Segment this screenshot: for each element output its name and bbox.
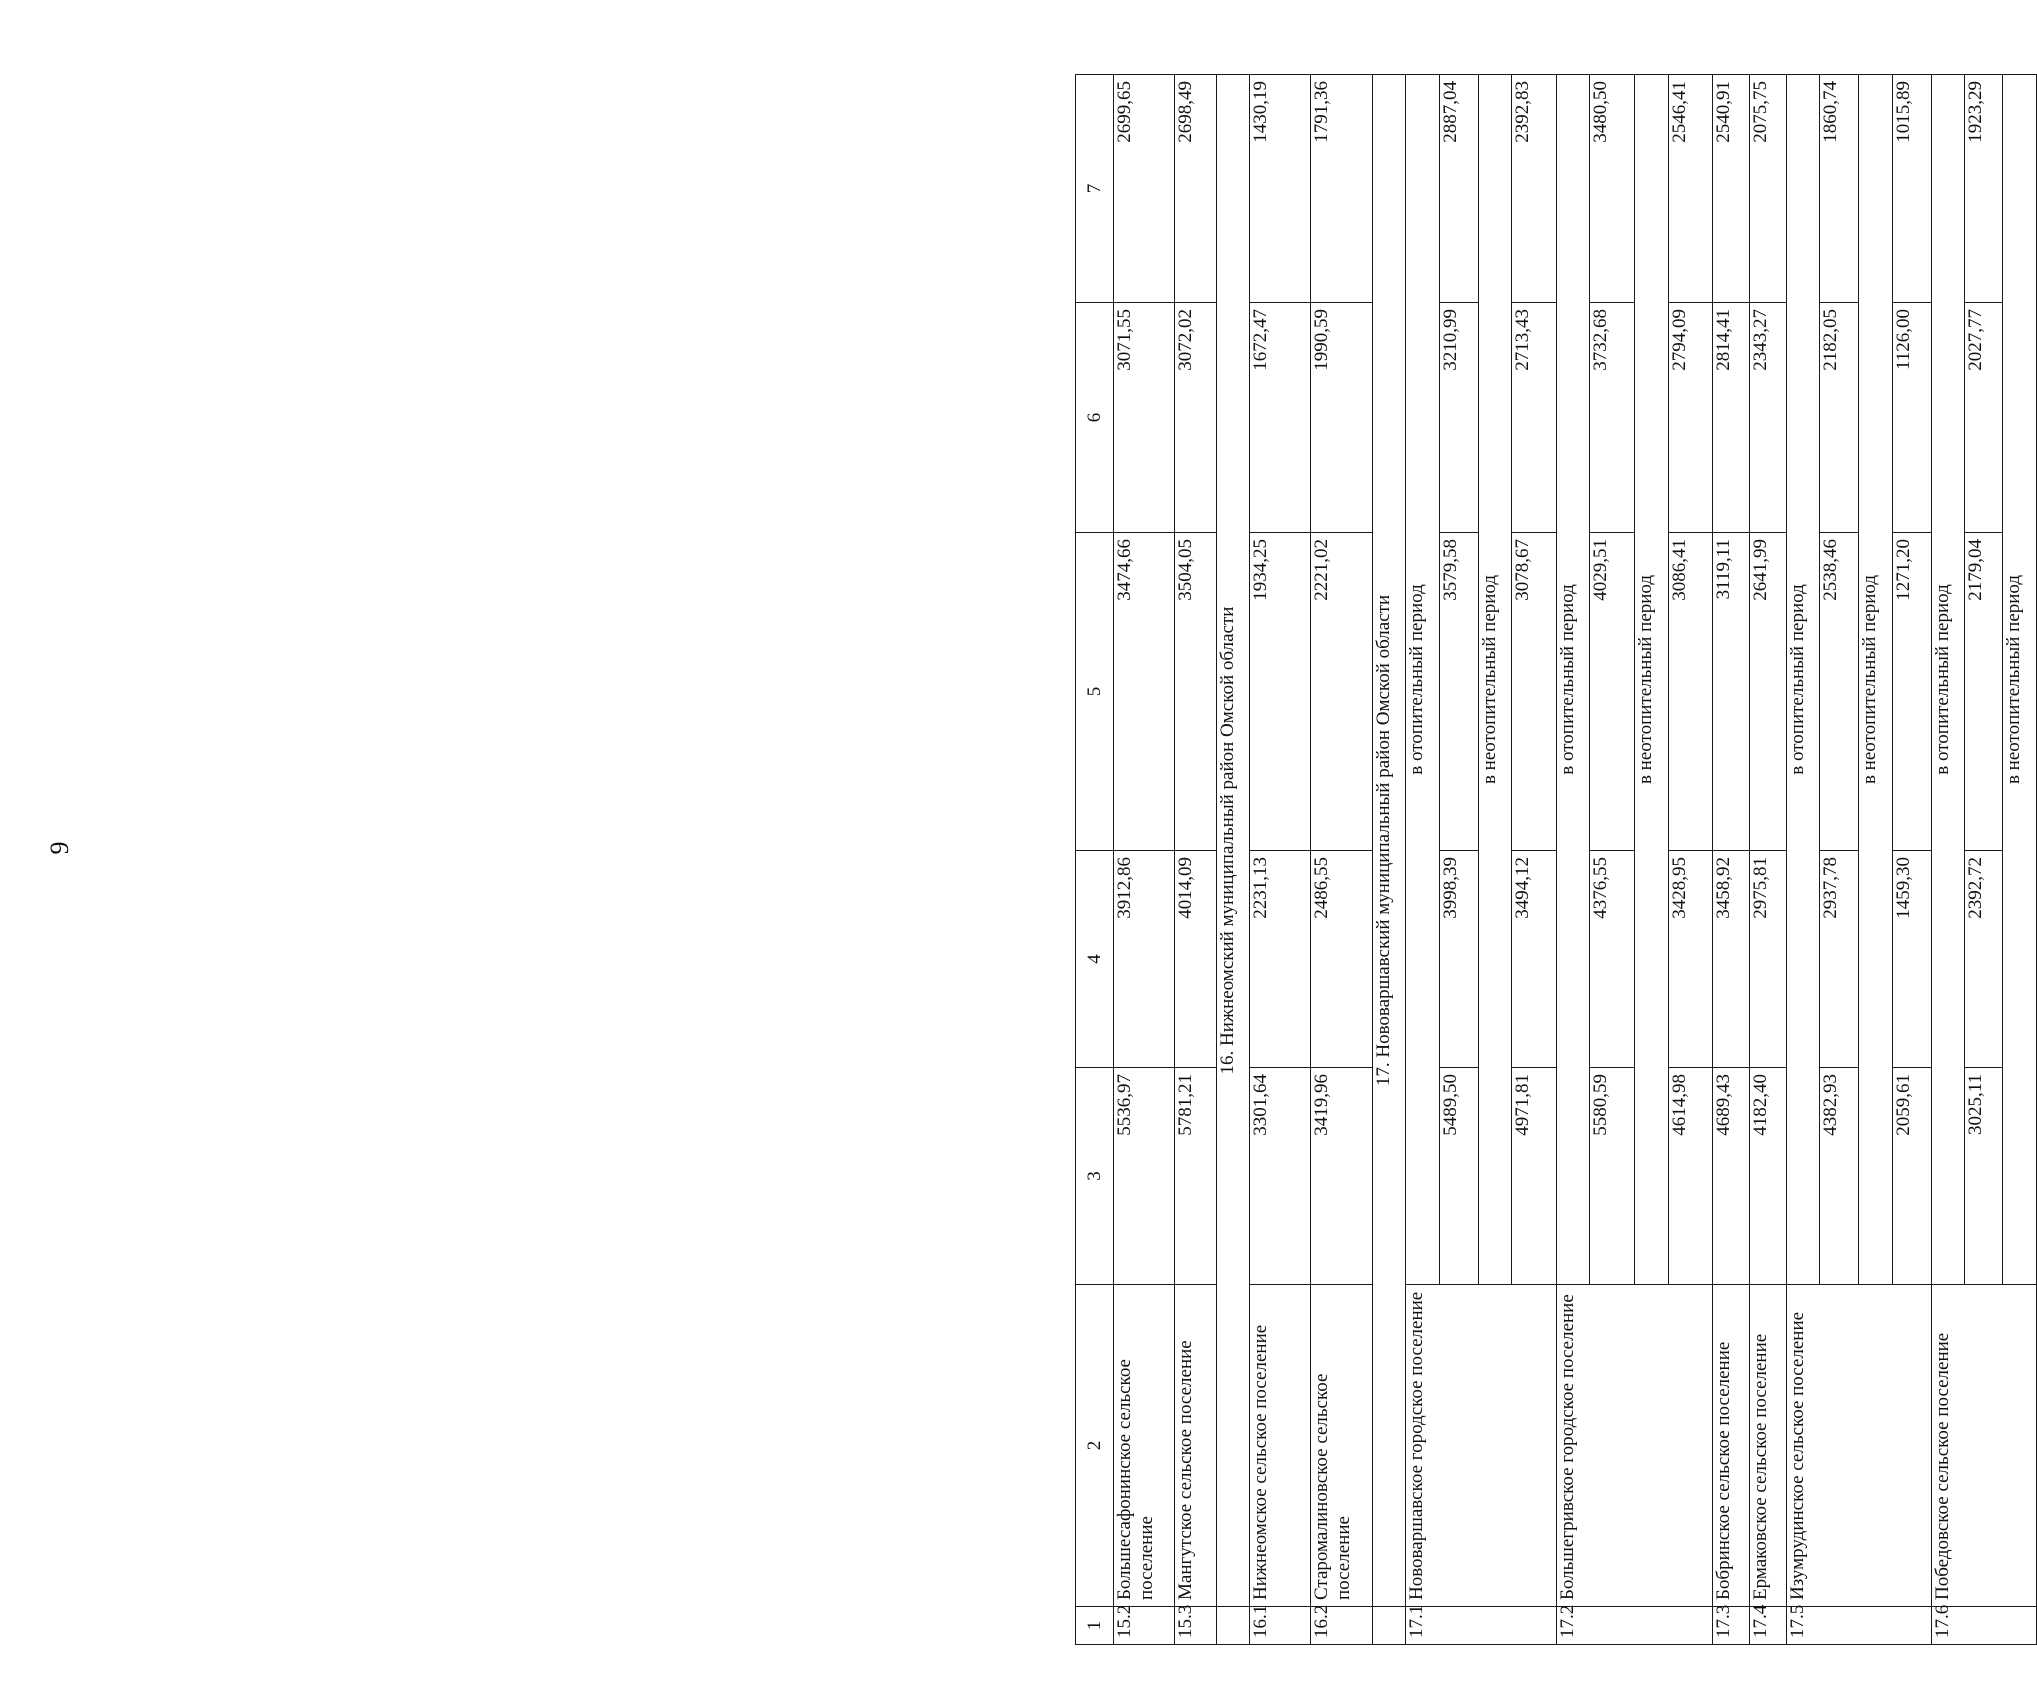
value-col-3: 4971,81 bbox=[1512, 1068, 1557, 1285]
header-cell-1: 1 bbox=[1076, 1607, 1114, 1645]
value-col-4: 3998,39 bbox=[1439, 851, 1478, 1068]
value-col-5: 2641,99 bbox=[1749, 533, 1786, 851]
value-col-6: 3732,68 bbox=[1590, 303, 1635, 533]
settlement-name: Большегривское городское поселение bbox=[1556, 1285, 1712, 1607]
period-label: в отопительный период bbox=[1556, 75, 1589, 1285]
value-col-6: 2794,09 bbox=[1668, 303, 1713, 533]
value-col-3: 4614,98 bbox=[1668, 1068, 1713, 1285]
value-col-6: 2027,77 bbox=[1965, 303, 2003, 533]
period-label: в неотопительный период bbox=[1859, 75, 1892, 1285]
tariff-table bbox=[1075, 74, 2037, 1645]
tariff-table-rotated bbox=[1075, 75, 2037, 1645]
header-cell-7: 7 bbox=[1076, 75, 1114, 303]
value-col-4: 2486,55 bbox=[1311, 851, 1372, 1068]
period-label: в неотопительный период bbox=[1635, 75, 1668, 1285]
header-row bbox=[1076, 75, 1114, 1645]
value-col-4: 3428,95 bbox=[1668, 851, 1713, 1068]
value-col-6: 2713,43 bbox=[1512, 303, 1557, 533]
row-number: 16.2 bbox=[1311, 1607, 1372, 1645]
value-col-5: 1271,20 bbox=[1892, 533, 1931, 851]
value-col-3: 3025,11 bbox=[1965, 1068, 2003, 1285]
table-row bbox=[1749, 75, 1786, 1645]
value-col-6: 1126,00 bbox=[1892, 303, 1931, 533]
value-col-7: 2887,04 bbox=[1439, 75, 1478, 303]
value-col-3: 5580,59 bbox=[1590, 1068, 1635, 1285]
value-col-4: 4376,55 bbox=[1590, 851, 1635, 1068]
value-col-7: 2392,83 bbox=[1512, 75, 1557, 303]
settlement-name: Победовское сельское поселение bbox=[1931, 1285, 2036, 1607]
value-col-5: 4029,51 bbox=[1590, 533, 1635, 851]
value-col-7: 1430,19 bbox=[1250, 75, 1311, 303]
value-col-4: 3494,12 bbox=[1512, 851, 1557, 1068]
value-col-4: 3458,92 bbox=[1713, 851, 1750, 1068]
value-col-3: 2059,61 bbox=[1892, 1068, 1931, 1285]
settlement-name: Изумрудинское сельское поселение bbox=[1786, 1285, 1931, 1607]
value-col-3: 4382,93 bbox=[1820, 1068, 1859, 1285]
value-col-5: 3579,58 bbox=[1439, 533, 1478, 851]
value-col-4: 3912,86 bbox=[1113, 851, 1174, 1068]
settlement-name: Ермаковское сельское поселение bbox=[1749, 1285, 1786, 1607]
value-col-5: 3078,67 bbox=[1512, 533, 1557, 851]
row-number: 17.3 bbox=[1713, 1607, 1750, 1645]
value-col-5: 2538,46 bbox=[1820, 533, 1859, 851]
section-title: 16. Нижнеомский муниципальный район Омской области bbox=[1216, 75, 1249, 1607]
value-col-5: 3504,05 bbox=[1175, 533, 1216, 851]
settlement-name: Старомалиновское сельское поселение bbox=[1311, 1285, 1372, 1607]
section-row bbox=[1216, 75, 1249, 1645]
row-number: 16.1 bbox=[1250, 1607, 1311, 1645]
value-col-5: 2179,04 bbox=[1965, 533, 2003, 851]
value-col-5: 1934,25 bbox=[1250, 533, 1311, 851]
value-col-6: 2343,27 bbox=[1749, 303, 1786, 533]
value-col-7: 3480,50 bbox=[1590, 75, 1635, 303]
value-col-5: 3086,41 bbox=[1668, 533, 1713, 851]
row-number: 17.4 bbox=[1749, 1607, 1786, 1645]
value-col-7: 1015,89 bbox=[1892, 75, 1931, 303]
value-col-3: 5489,50 bbox=[1439, 1068, 1478, 1285]
header-cell-6: 6 bbox=[1076, 303, 1114, 533]
value-col-7: 1860,74 bbox=[1820, 75, 1859, 303]
table-row bbox=[1113, 75, 1174, 1645]
period-label: в неотопительный период bbox=[1478, 75, 1511, 1285]
table-row bbox=[1931, 75, 1964, 1645]
header-cell-5: 5 bbox=[1076, 533, 1114, 851]
section-row bbox=[1372, 75, 1405, 1645]
value-col-3: 4689,43 bbox=[1713, 1068, 1750, 1285]
header-cell-2: 2 bbox=[1076, 1285, 1114, 1607]
settlement-name: Нововаршавское городское поселение bbox=[1406, 1285, 1557, 1607]
value-col-5: 2221,02 bbox=[1311, 533, 1372, 851]
table-row bbox=[1250, 75, 1311, 1645]
section-title: 17. Нововаршавский муниципальный район Омской области bbox=[1372, 75, 1405, 1607]
value-col-3: 3419,96 bbox=[1311, 1068, 1372, 1285]
value-col-7: 2540,91 bbox=[1713, 75, 1750, 303]
header-cell-3: 3 bbox=[1076, 1068, 1114, 1285]
period-label: в отопительный период bbox=[1786, 75, 1819, 1285]
table-row bbox=[1175, 75, 1216, 1645]
section-blank bbox=[1372, 1607, 1405, 1645]
value-col-3: 3301,64 bbox=[1250, 1068, 1311, 1285]
table-row bbox=[1786, 75, 1819, 1645]
period-label: в отопительный период bbox=[1406, 75, 1439, 1285]
value-col-4: 2392,72 bbox=[1965, 851, 2003, 1068]
value-col-4: 4014,09 bbox=[1175, 851, 1216, 1068]
table-row bbox=[1406, 75, 1439, 1645]
settlement-name: Бобринское сельское поселение bbox=[1713, 1285, 1750, 1607]
row-number: 15.3 bbox=[1175, 1607, 1216, 1645]
table-row bbox=[1556, 75, 1589, 1645]
page-number: 9 bbox=[45, 841, 74, 855]
section-blank bbox=[1216, 1607, 1249, 1645]
header-cell-4: 4 bbox=[1076, 851, 1114, 1068]
value-col-5: 3119,11 bbox=[1713, 533, 1750, 851]
value-col-6: 3210,99 bbox=[1439, 303, 1478, 533]
period-label: в неотопительный период bbox=[2003, 75, 2037, 1285]
settlement-name: Нижнеомское сельское поселение bbox=[1250, 1285, 1311, 1607]
value-col-6: 2814,41 bbox=[1713, 303, 1750, 533]
value-col-6: 3072,02 bbox=[1175, 303, 1216, 533]
row-number: 17.6 bbox=[1931, 1607, 2036, 1645]
value-col-5: 3474,66 bbox=[1113, 533, 1174, 851]
value-col-6: 1990,59 bbox=[1311, 303, 1372, 533]
value-col-7: 2699,65 bbox=[1113, 75, 1174, 303]
table-row bbox=[1311, 75, 1372, 1645]
value-col-3: 5781,21 bbox=[1175, 1068, 1216, 1285]
value-col-7: 2698,49 bbox=[1175, 75, 1216, 303]
value-col-3: 4182,40 bbox=[1749, 1068, 1786, 1285]
value-col-6: 3071,55 bbox=[1113, 303, 1174, 533]
value-col-4: 2975,81 bbox=[1749, 851, 1786, 1068]
value-col-3: 5536,97 bbox=[1113, 1068, 1174, 1285]
row-number: 17.5 bbox=[1786, 1607, 1931, 1645]
value-col-4: 2937,78 bbox=[1820, 851, 1859, 1068]
row-number: 15.2 bbox=[1113, 1607, 1174, 1645]
period-label: в отопительный период bbox=[1931, 75, 1964, 1285]
value-col-6: 2182,05 bbox=[1820, 303, 1859, 533]
row-number: 17.2 bbox=[1556, 1607, 1712, 1645]
value-col-7: 1791,36 bbox=[1311, 75, 1372, 303]
value-col-4: 1459,30 bbox=[1892, 851, 1931, 1068]
value-col-7: 1923,29 bbox=[1965, 75, 2003, 303]
value-col-6: 1672,47 bbox=[1250, 303, 1311, 533]
settlement-name: Мангутское сельское поселение bbox=[1175, 1285, 1216, 1607]
value-col-4: 2231,13 bbox=[1250, 851, 1311, 1068]
value-col-7: 2546,41 bbox=[1668, 75, 1713, 303]
table-row bbox=[1713, 75, 1750, 1645]
value-col-7: 2075,75 bbox=[1749, 75, 1786, 303]
settlement-name: Большесафонинское сельское поселение bbox=[1113, 1285, 1174, 1607]
row-number: 17.1 bbox=[1406, 1607, 1557, 1645]
